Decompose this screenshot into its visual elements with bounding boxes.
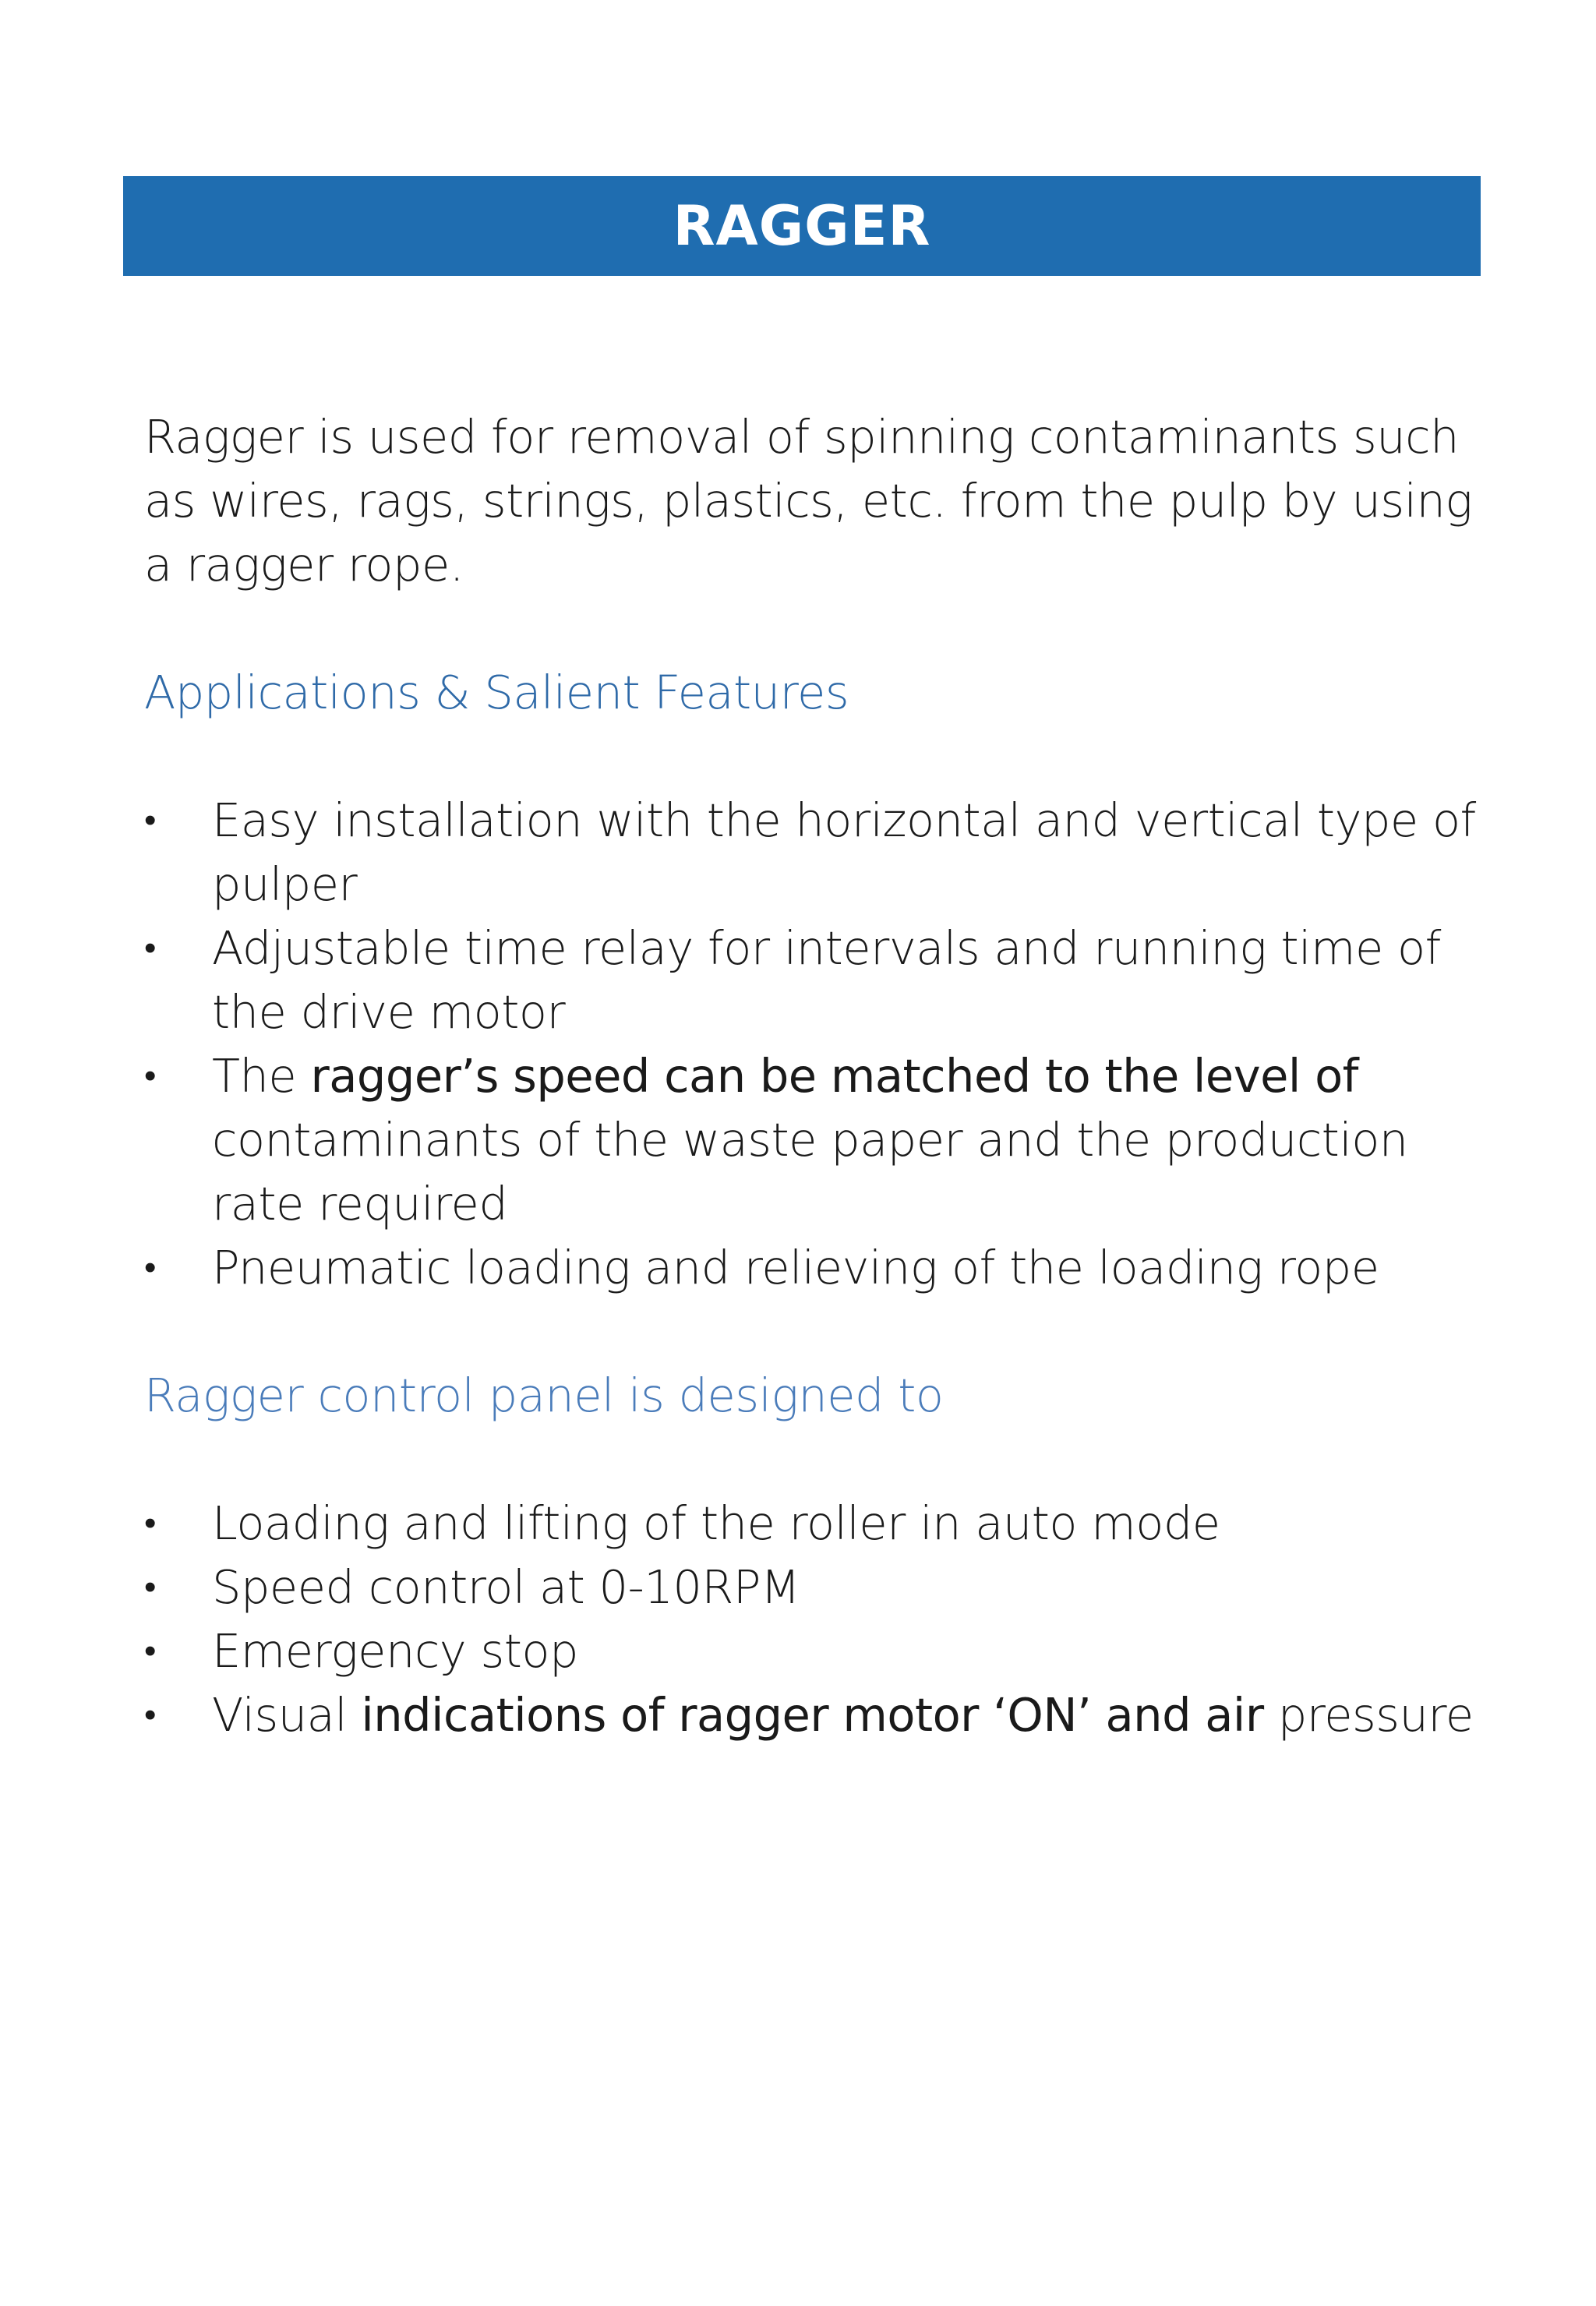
list-item [144,1044,1485,1236]
bullet-icon: • [144,1695,156,1735]
list-item [144,916,1485,1044]
title-banner [123,176,1481,276]
bullet-icon: • [144,1567,156,1607]
bullet-icon: • [144,1248,156,1287]
list-item-text-emphasis: indications of ragger motor ‘ON’ and air [361,1688,1264,1742]
list-item-text: Loading and lifting of the roller in auto mode [212,1496,1220,1550]
list-item [144,1492,1485,1556]
control-panel-heading: Ragger control panel is designed to [144,1368,944,1422]
list-item-text-prefix: The [212,1049,311,1103]
list-item-text: Adjustable time relay for intervals and running time of the drive motor [212,921,1441,1039]
list-item [144,789,1485,916]
list-item [144,1236,1485,1300]
list-item-text: Speed control at 0-10RPM [212,1560,800,1614]
list-item-text-suffix: contaminants of the waste paper and the production rate required [212,1113,1408,1231]
intro-paragraph: Ragger is used for removal of spinning contaminants such as wires, rags, strings, plastics, etc. from the pulp by using a ragger rope. [144,410,1473,592]
list-item-text-emphasis: ragger’s speed can be matched to the level of [310,1049,1358,1103]
bullet-icon: • [144,928,156,968]
page-title: RAGGER [673,194,931,258]
features-list [144,789,1485,1300]
document-body [144,405,1485,1747]
list-item [144,1619,1485,1683]
list-item [144,1556,1485,1619]
bullet-icon: • [144,800,156,840]
bullet-icon: • [144,1631,156,1671]
list-item-text: Emergency stop [212,1624,578,1678]
bullet-icon: • [144,1503,156,1543]
features-heading: Applications & Salient Features [144,666,849,719]
bullet-icon: • [144,1056,156,1096]
list-item-text-suffix: pressure [1263,1688,1474,1742]
list-item [144,1683,1485,1747]
list-item-text-prefix: Visual [212,1688,362,1742]
list-item-text: Pneumatic loading and relieving of the loading rope [212,1241,1379,1294]
list-item-text: Easy installation with the horizontal and vertical type of pulper [212,793,1476,911]
control-panel-list [144,1492,1485,1747]
